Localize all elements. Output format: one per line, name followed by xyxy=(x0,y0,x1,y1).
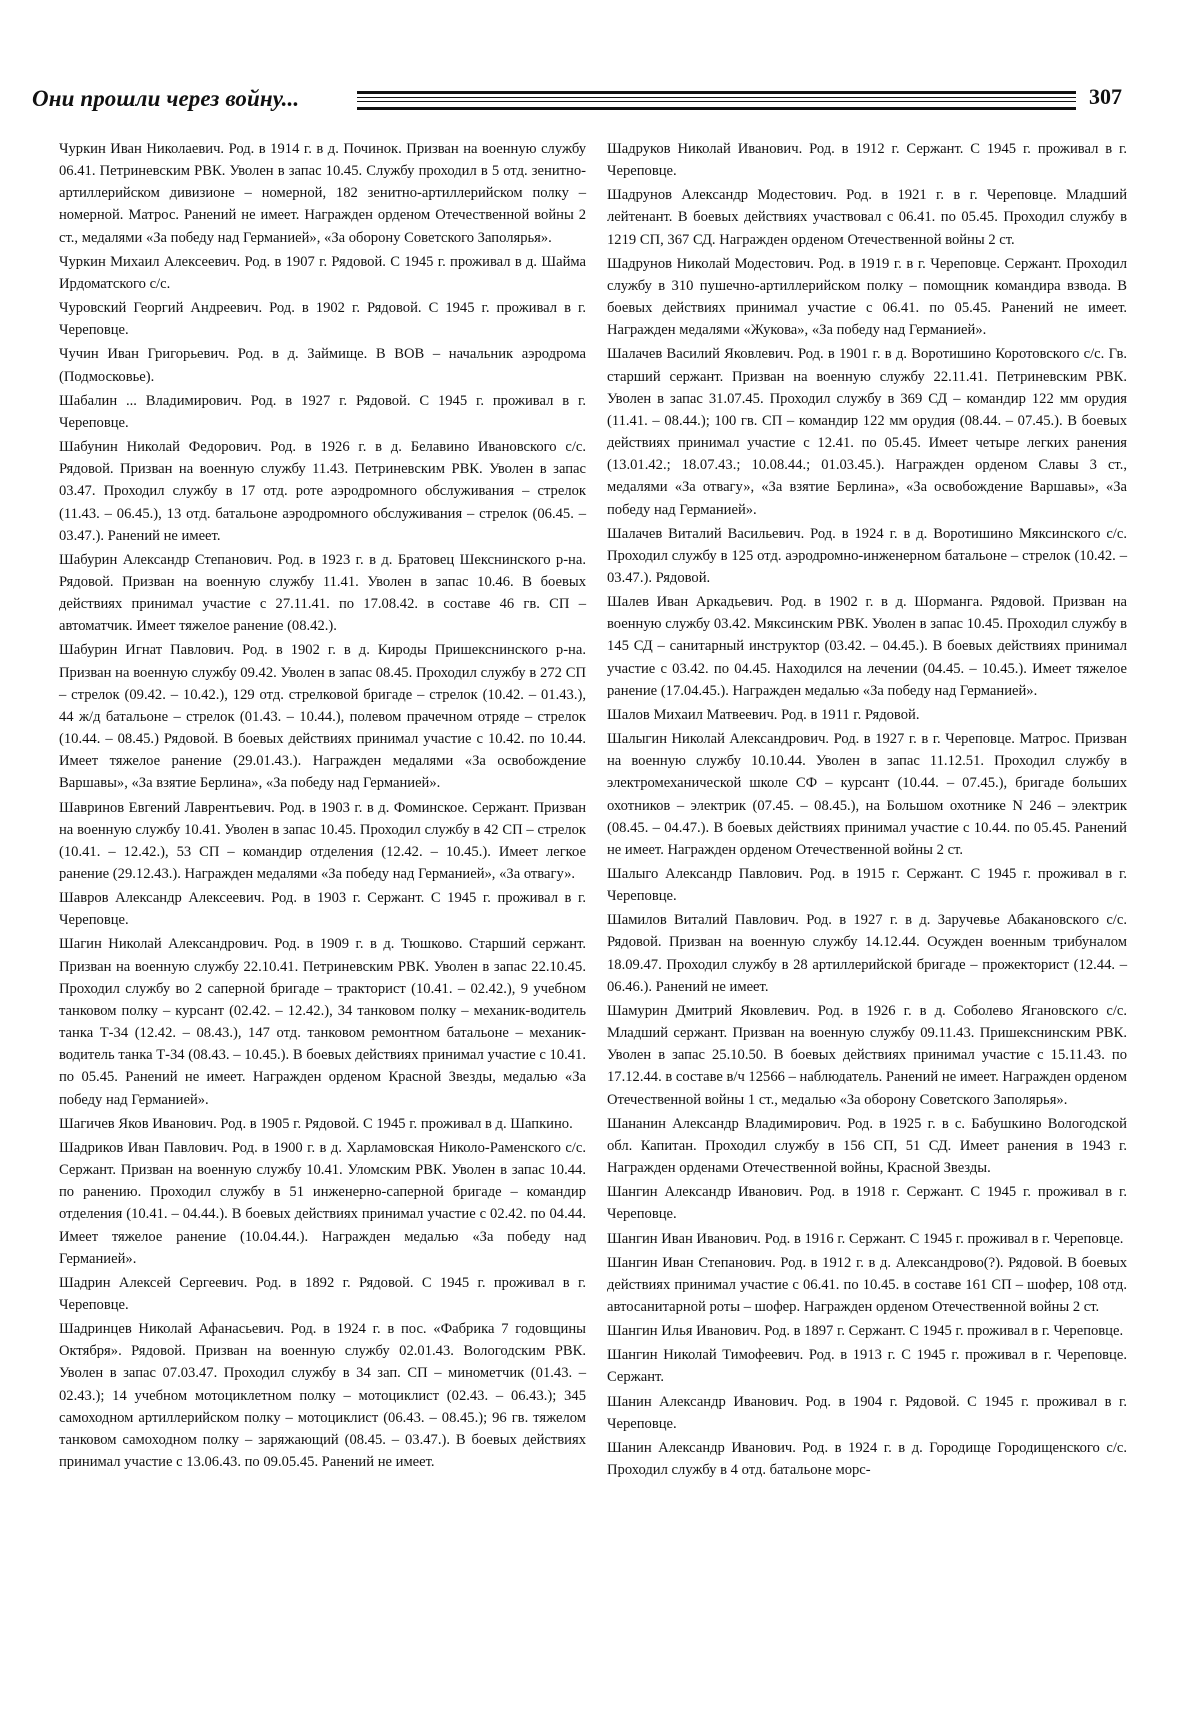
entry-shalev-ivan: Шалев Иван Аркадьевич. Род. в 1902 г. в д. Шорманга. Рядовой. Призван на военную службу 03.42. Мяксинским РВК. Уволен в запас 10.45. Проходил службу в 145 СД – санитарный инструктор (03.42. – 04.45.). В боевых действиях принимал участие с 03.42. по 04.45. Находился на лечении (04.45. – 10.45.). Имеет тяжелое ранение (17.04.45.). Награжден медалью «За победу над Германией». xyxy=(607,594,1127,699)
entry-churovsky-georgy: Чуровский Георгий Андреевич. Род. в 1902 г. Рядовой. С 1945 г. проживал в г. Череповце. xyxy=(59,300,586,339)
entry-shanin-alexander-1904: Шанин Александр Иванович. Род. в 1904 г. Рядовой. С 1945 г. проживал в г. Череповце. xyxy=(607,1393,1127,1432)
entry-churkin-ivan: Чуркин Иван Николаевич. Род. в 1914 г. в д. Починок. Призван на военную службу 06.41. Петриневским РВК. Уволен в запас 10.45. Службу проходил в 5 отд. зенитно-артиллерийском дивизионе – номерной, 182 зенитно-артиллерийском полку – номерной. Матрос. Ранений не имеет. Награжден орденом Отечественной войны 2 ст., медалями «За победу над Германией», «За оборону Советского Заполярья». xyxy=(59,141,586,246)
entry-shadrukov-nikolay: Шадруков Николай Иванович. Род. в 1912 г. Сержант. С 1945 г. проживал в г. Череповце. xyxy=(607,141,1127,180)
entry-shadrin-alexey: Шадрин Алексей Сергеевич. Род. в 1892 г. Рядовой. С 1945 г. проживал в г. Череповце. xyxy=(59,1274,586,1313)
page-number: 307 xyxy=(1089,84,1122,109)
entry-shangin-ilya: Шангин Илья Иванович. Род. в 1897 г. Сержант. С 1945 г. проживал в г. Череповце. xyxy=(607,1323,1124,1340)
entry-shaburin-alexander: Шабурин Александр Степанович. Род. в 1923 г. в д. Братовец Шекснинского р-на. Рядовой. Призван на военную службу 11.41. Уволен в запас 10.46. В боевых действиях принимал участие с 27.11.41. по 17.08.42. в составе 46 гв. СП – автоматчик. Имеет тяжелое ранение (08.42.). xyxy=(59,551,586,635)
entry-shagin-nikolay: Шагин Николай Александрович. Род. в 1909 г. в д. Тюшково. Старший сержант. Призван на военную службу 22.10.41. Петриневским РВК. Уволен в запас 22.10.45. Проходил службу во 2 саперной бригаде – тракторист (10.41. – 02.42.), 9 учебном танковом полку – курсант (02.42. – 12.42.), 34 танковом полку – механик-водитель танка Т-34 (12.42. – 08.43.), 147 отд. танковом ремонтном батальоне – механик-водитель танка Т-34 (08.43. – 10.45.). В боевых действиях принимал участие с 10.41. по 05.45. Ранений не имеет. Награжден орденом Красной Звезды, медалью «За победу над Германией». xyxy=(59,936,586,1108)
entry-shalachev-vasily: Шалачев Василий Яковлевич. Род. в 1901 г. в д. Воротишино Коротовского с/с. Гв. старший сержант. Призван на военную службу 22.11.41. Петриневским РВК. Уволен в запас 31.07.45. Проходил службу в 369 СД – командир 122 мм орудия (11.41. – 08.44.); 100 гв. СП – командир 122 мм орудия (08.44. – 07.45.). В боевых действиях принимал участие с 12.41. по 05.45. Имеет четыре легких ранения (13.01.42.; 18.07.43.; 10.08.44.; 01.03.45.). Награжден орденом Славы 3 ст., медалями «За отвагу», «За взятие Берлина», «За освобождение Варшавы», «За победу над Германией». xyxy=(607,346,1127,518)
entry-shalachev-vitaly: Шалачев Виталий Васильевич. Род. в 1924 г. в д. Воротишино Мяксинского с/с. Проходил службу в 125 отд. аэродромно-инженерном батальоне – стрелок (10.42. – 03.47.). Рядовой. xyxy=(607,525,1127,586)
entry-shadrikov-ivan: Шадриков Иван Павлович. Род. в 1900 г. в д. Харламовская Николо-Раменского с/с. Сержант. Призван на военную службу 10.41. Уломским РВК. Уволен в запас 10.44. по ранению. Проходил службу в 51 инженерно-саперной бригаде – командир отделения (10.41. – 04.44.). В боевых действиях принимал участие с 02.42. по 04.44. Имеет тяжелое ранение (10.04.44.). Награжден медалью «За победу над Германией». xyxy=(59,1139,586,1267)
entry-shavrov-alexander: Шавров Александр Алексеевич. Род. в 1903 г. Сержант. С 1945 г. проживал в г. Череповце. xyxy=(59,890,586,929)
entry-shalygo-alexander: Шалыго Александр Павлович. Род. в 1915 г. Сержант. С 1945 г. проживал в г. Череповце. xyxy=(607,866,1127,905)
entry-shananin-alexander: Шананин Александр Владимирович. Род. в 1925 г. в с. Бабушкино Вологодской обл. Капитан. Проходил службу в 156 СП, 51 СД. Имеет ранения в 1943 г. Награжден орденами Отечественной войны, Красной Звезды. xyxy=(607,1115,1127,1177)
entry-shamilov-vitaly: Шамилов Виталий Павлович. Род. в 1927 г. в д. Заручевье Абакановского с/с. Рядовой. Призван на военную службу 14.12.44. Осужден военным трибуналом 18.09.47. Проходил службу в 28 артиллерийской бригаде – прожекторист (12.44. – 06.46.). Ранений не имеет. xyxy=(607,912,1127,995)
entry-shavrinov-evgeny: Шавринов Евгений Лаврентьевич. Род. в 1903 г. в д. Фоминское. Сержант. Призван на военную службу 10.41. Уволен в запас 10.45. Проходил службу в 42 СП – стрелок (10.41. – 12.42.), 53 СП – командир отделения (12.42. – 10.45.). Имеет легкое ранение (29.12.43.). Награжден медалями «За победу над Германией», «За отвагу». xyxy=(59,799,586,882)
entry-shaburin-ignat: Шабурин Игнат Павлович. Род. в 1902 г. в д. Кироды Пришекснинского р-на. Призван на военную службу 09.42. Уволен в запас 08.45. Проходил службу в 272 СП – стрелок (09.42. – 10.42.), 129 отд. стрелковой бригаде – стрелок (10.42. – 01.43.), 44 ж/д батальоне – стрелок (01.43. – 10.44.), полевом прачечном отряде – стрелок (10.44. – 08.45.) Рядовой. В боевых действиях принимал участие с 10.42. по 10.44. Имеет тяжелое ранение (29.01.43.). Награжден медалями «За освобождение Варшавы», «За взятие Берлина», «За победу над Германией». xyxy=(59,642,586,792)
entry-shadrunov-alexander: Шадрунов Александр Модестович. Род. в 1921 г. в г. Череповце. Младший лейтенант. В боевых действиях участвовал с 06.41. по 05.45. Проходил службу в 1219 СП, 367 СД. Награжден орденом Отечественной войны 2 ст. xyxy=(607,187,1127,248)
entry-shangin-alexander: Шангин Александр Иванович. Род. в 1918 г. Сержант. С 1945 г. проживал в г. Череповце. xyxy=(607,1184,1127,1223)
left-column xyxy=(59,138,586,1473)
entry-shanin-alexander-1924: Шанин Александр Иванович. Род. в 1924 г. в д. Городище Городищенского с/с. Проходил службу в 4 отд. батальоне морс- xyxy=(607,1439,1127,1479)
entry-shangin-nikolay: Шангин Николай Тимофеевич. Род. в 1913 г. С 1945 г. проживал в г. Череповце. Сержант. xyxy=(607,1347,1127,1386)
running-header xyxy=(32,64,1122,128)
entry-shadrunov-nikolay: Шадрунов Николай Модестович. Род. в 1919 г. в г. Череповце. Сержант. Проходил службу в 310 пушечно-артиллерийском полку – помощник командира взвода. В боевых действиях принимал участие с 06.41. по 05.45. Ранений не имеет. Награжден медалями «Жукова», «За победу над Германией». xyxy=(607,255,1127,339)
entry-shagichev-yakov: Шагичев Яков Иванович. Род. в 1905 г. Рядовой. С 1945 г. проживал в д. Шапкино. xyxy=(59,1115,573,1132)
entry-shabunin-nikolay: Шабунин Николай Федорович. Род. в 1926 г. в д. Белавино Ивановского с/с. Рядовой. Призван на военную службу 11.43. Петриневским РВК. Уволен в запас 03.47. Проходил службу в 17 отд. роте аэродромного обслуживания – стрелок (11.43. – 06.45.), 13 отд. батальоне аэродромного обслуживания – стрелок (06.45. – 03.47.). Ранений не имеет. xyxy=(59,439,586,544)
entry-churkin-mikhail: Чуркин Михаил Алексеевич. Род. в 1907 г. Рядовой. С 1945 г. проживал в д. Шайма Ирдоматского с/с. xyxy=(59,253,586,292)
entry-shalygin-nikolay: Шалыгин Николай Александрович. Род. в 1927 г. в г. Череповце. Матрос. Призван на военную службу 10.10.44. Уволен в запас 11.12.51. Проходил службу в электромеханической школе СФ – курсант (10.44. – 07.45.), бригаде больших охотников – электрик (07.45. – 08.45.), на Большом охотнике N 246 – электрик (08.45. – 04.47.). В боевых действиях принимал участие с 10.44. по 05.45. Ранений не имеет. Награжден орденом Отечественной войны 2 ст. xyxy=(607,731,1127,858)
right-column xyxy=(607,138,1127,1481)
entry-shangin-ivan-stepanovich: Шангин Иван Степанович. Род. в 1912 г. в д. Александрово(?). Рядовой. В боевых действиях принимал участие с 06.41. по 10.45. в составе 161 СП – шофер, 108 отд. автосанитарной роты – шофер. Награжден орденом Отечественной войны 2 ст. xyxy=(607,1254,1127,1315)
entry-shangin-ivan-ivanovich: Шангин Иван Иванович. Род. в 1916 г. Сержант. С 1945 г. проживал в г. Череповце. xyxy=(607,1230,1124,1247)
entry-shabalin: Шабалин ... Владимирович. Род. в 1927 г. Рядовой. С 1945 г. проживал в г. Череповце. xyxy=(59,392,586,431)
entry-shamurin-dmitry: Шамурин Дмитрий Яковлевич. Род. в 1926 г. в д. Соболево Ягановского с/с. Младший сержант. Призван на военную службу 09.11.43. Пришекснинским РВК. Уволен в запас 25.10.50. В боевых действиях принимал участие с 15.11.43. по 17.12.44. в составе в/ч 12566 – наблюдатель. Ранений не имеет. Награжден орденом Отечественной войны 1 ст., медалью «За оборону Советского Заполярья». xyxy=(607,1002,1127,1108)
entry-chuchin-ivan: Чучин Иван Григорьевич. Род. в д. Займище. В ВОВ – начальник аэродрома (Подмосковье). xyxy=(59,346,586,385)
entry-shalov-mikhail: Шалов Михаил Матвеевич. Род. в 1911 г. Рядовой. xyxy=(607,706,920,723)
entry-shadrintsev-nikolay: Шадринцев Николай Афанасьевич. Род. в 1924 г. в пос. «Фабрика 7 годовщины Октября». Рядовой. Призван на военную службу 02.01.43. Вологодским РВК. Уволен в запас 07.03.47. Проходил службу в 34 зап. СП – минометчик (01.43. – 02.43.); 14 учебном мотоциклетном полку – мотоциклист (02.43. – 06.43.); 345 самоходном артиллерийском полку – мотоциклист (06.43. – 08.45.); 96 гв. тяжелом танковом самоходном полку – заряжающий (08.45. – 03.47.). В боевых действиях принимал участие с 13.06.43. по 09.05.45. Ранений не имеет. xyxy=(59,1321,586,1471)
running-title: Они прошли через войну... xyxy=(32,86,300,111)
header-rule xyxy=(357,91,1076,110)
